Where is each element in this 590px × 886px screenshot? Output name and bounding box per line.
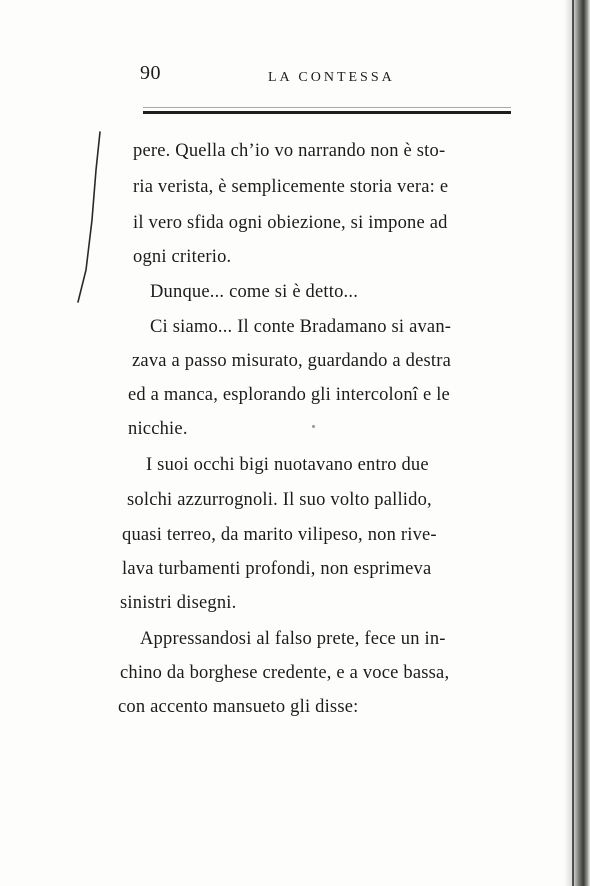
text-line: zava a passo misurato, guardando a destra (132, 351, 451, 371)
text-line: I suoi occhi bigi nuotavano entro due (146, 455, 429, 475)
text-line: ed a manca, esplorando gli intercolonî e le (128, 385, 450, 405)
text-line: ogni criterio. (133, 247, 232, 267)
text-line: pere. Quella ch’io vo narrando non è sto- (133, 141, 446, 161)
header-rule-thin (143, 107, 511, 108)
text-line: Dunque... come si è detto... (150, 282, 359, 302)
text-line: Appressandosi al falso prete, fece un in- (140, 629, 446, 649)
paper-speck (312, 425, 315, 428)
margin-pencil-mark (74, 130, 104, 305)
text-line: il vero sfida ogni obiezione, si impone ad (133, 213, 448, 233)
header-rule (143, 111, 511, 114)
text-line: sinistri disegni. (120, 593, 237, 613)
text-line: Ci siamo... Il conte Bradamano si avan- (150, 317, 452, 337)
page-number: 90 (140, 62, 161, 84)
page-header (140, 62, 510, 102)
gutter-shadow-line (572, 0, 574, 886)
text-line: nicchie. (128, 419, 188, 439)
text-line: lava turbamenti profondi, non esprimeva (122, 559, 432, 579)
running-title: LA CONTESSA (268, 70, 395, 85)
text-line: quasi terreo, da marito vilipeso, non rive- (122, 525, 437, 545)
page-gutter-edge (564, 0, 590, 886)
text-line: solchi azzurrognoli. Il suo volto pallido, (127, 490, 432, 510)
text-line: con accento mansueto gli disse: (118, 697, 359, 717)
text-line: chino da borghese credente, e a voce bassa, (120, 663, 450, 683)
text-line: ria verista, è semplicemente storia vera: e (133, 177, 449, 197)
